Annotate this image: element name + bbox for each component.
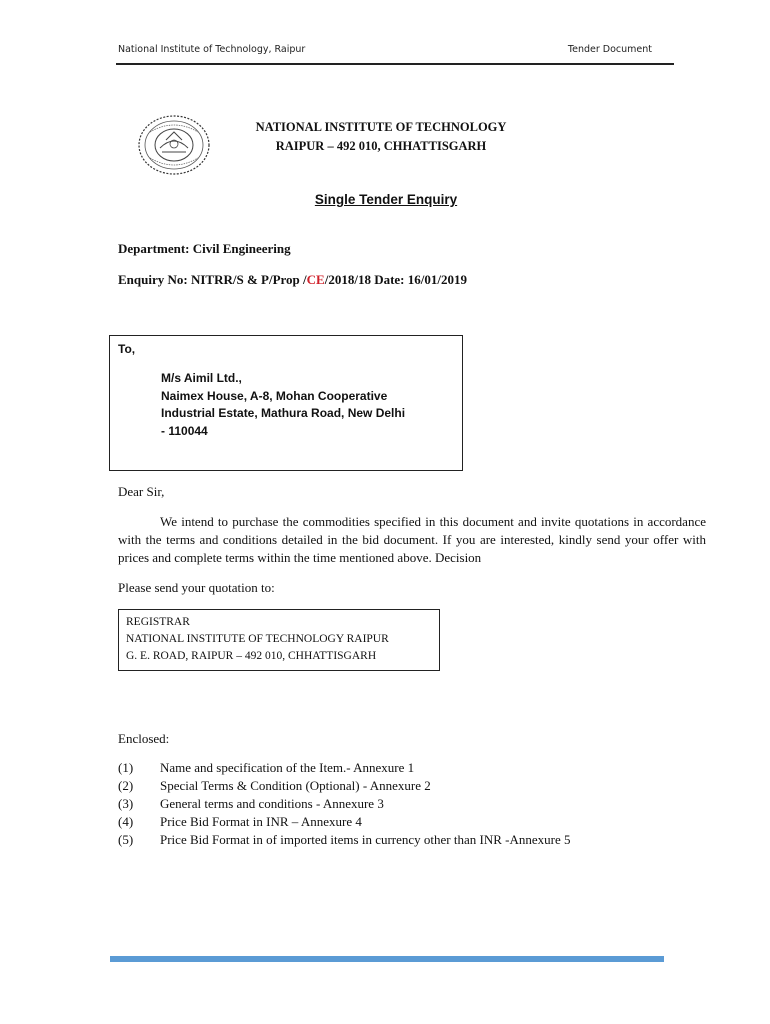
annexure-number: (3)	[118, 796, 134, 811]
annexure-item	[118, 760, 414, 776]
annexure-item	[118, 832, 570, 848]
document-title: Single Tender Enquiry	[314, 192, 458, 207]
recipient-line: Industrial Estate, Mathura Road, New Delhi	[161, 406, 406, 420]
annexure-text: Special Terms & Condition (Optional) - Annexure 2	[160, 778, 431, 793]
annexure-item	[118, 796, 384, 812]
recipient-address	[161, 370, 457, 440]
annexure-item	[118, 778, 431, 794]
institute-heading	[240, 118, 522, 156]
send-to-label: Please send your quotation to:	[118, 580, 275, 595]
registrar-address	[126, 614, 389, 665]
annexure-text: Price Bid Format in of imported items in currency other than INR -Annexure 5	[160, 832, 571, 847]
enquiry-line	[118, 272, 467, 288]
annexure-text: Name and specification of the Item.- Annexure 1	[160, 760, 415, 775]
body-paragraph	[118, 513, 706, 567]
institute-name: NATIONAL INSTITUTE OF TECHNOLOGY	[255, 120, 507, 134]
annexure-number: (1)	[118, 760, 134, 775]
enquiry-suffix: /2018/18 Date: 16/01/2019	[324, 272, 467, 287]
salutation: Dear Sir,	[118, 484, 165, 499]
department-line: Department: Civil Engineering	[118, 241, 291, 256]
registrar-line: NATIONAL INSTITUTE OF TECHNOLOGY RAIPUR	[126, 633, 389, 645]
enclosed-label: Enclosed:	[118, 731, 170, 746]
annexure-text: General terms and conditions - Annexure 3	[160, 796, 384, 811]
recipient-line: M/s Aimil Ltd.,	[161, 371, 242, 385]
annexure-item	[118, 814, 362, 830]
institute-seal-logo	[136, 114, 212, 176]
recipient-line: Naimex House, A-8, Mohan Cooperative	[161, 388, 388, 403]
annexure-number: (4)	[118, 814, 134, 829]
footer-bar	[110, 956, 664, 962]
annexure-text: Price Bid Format in INR – Annexure 4	[160, 814, 362, 829]
annexure-number: (2)	[118, 778, 134, 793]
annexure-number: (5)	[118, 832, 134, 847]
body-text: We intend to purchase the commodities specified in this document and invite quotations in accordance with the terms and conditions detailed in the bid document. If you are interested, kindly send your offer with prices and complete terms within the time mentioned above. Decision	[118, 514, 706, 565]
enquiry-dept-code: CE	[306, 272, 325, 287]
enquiry-prefix: Enquiry No: NITRR/S & P/Prop /	[118, 272, 307, 287]
registrar-line: REGISTRAR	[126, 616, 190, 628]
institute-address: RAIPUR – 492 010, CHHATTISGARH	[275, 139, 487, 153]
header-rule	[116, 63, 674, 65]
recipient-line: - 110044	[161, 423, 208, 438]
recipient-label: To,	[118, 342, 136, 356]
header-right-text: Tender Document	[567, 44, 652, 55]
header-left-text: National Institute of Technology, Raipur	[118, 44, 306, 55]
registrar-line: G. E. ROAD, RAIPUR – 492 010, CHHATTISGARH	[126, 650, 377, 662]
